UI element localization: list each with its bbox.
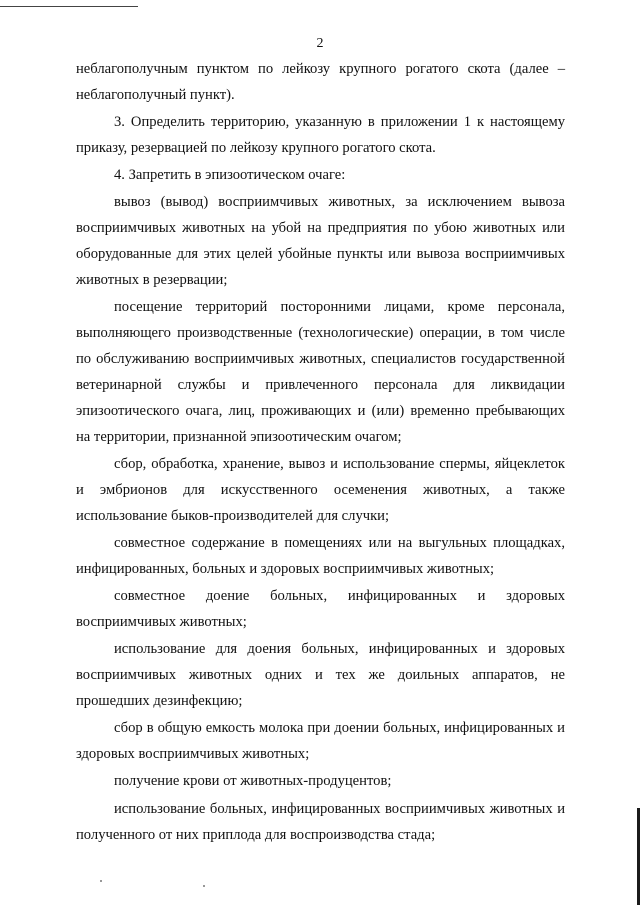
paragraph: вывоз (вывод) восприимчивых животных, за исключением вывоза восприимчивых животных на убой на предприятия по убою животных или оборудованные для этих целей убойные пункты или вывоза восприимчивых животных в резервации; [76, 194, 565, 289]
paragraph: 4. Запретить в эпизоотическом очаге: [114, 167, 346, 184]
paragraph: использование больных, инфицированных восприимчивых животных и полученного от них приплода для воспроизводства стада; [76, 800, 565, 843]
paragraph: сбор, обработка, хранение, вывоз и использование спермы, яйцеклеток и эмбрионов для искусственного осеменения животных, а также использование быков-производителей для случки; [76, 456, 565, 524]
scan-speck [203, 885, 205, 887]
paragraph: использование для доения больных, инфицированных и здоровых восприимчивых животных одних и тех же доильных аппаратов, не прошедших дезинфекцию; [76, 641, 565, 710]
paragraph: совместное содержание в помещениях или на выгульных площадках, инфицированных, больных и здоровых восприимчивых животных; [76, 535, 565, 577]
page-number: 2 [316, 36, 324, 51]
paragraph: посещение территорий посторонними лицами, кроме персонала, выполняющего производственные (технологические) операции, в том числе по обслуживанию восприимчивых животных, специалистов государственной ветеринарной службы и привлеченного персонала для ликвидации эпизоотического очага, лиц, проживающих и (или) временно пребывающих на территории, признанной эпизоотическим очагом; [76, 299, 565, 445]
top-scan-line [0, 6, 138, 7]
paragraph: получение крови от животных-продуцентов; [114, 773, 392, 790]
paragraph: сбор в общую емкость молока при доении больных, инфицированных и здоровых восприимчивых животных; [76, 720, 565, 763]
paragraph: совместное доение больных, инфицированных и здоровых восприимчивых животных; [76, 588, 565, 631]
paragraph: 3. Определить территорию, указанную в приложении 1 к настоящему приказу, резервацией по лейкозу крупного рогатого скота. [76, 114, 565, 157]
scan-speck [100, 880, 102, 882]
document-body [76, 57, 565, 850]
paragraph: неблагополучным пунктом по лейкозу крупного рогатого скота (далее – неблагополучный пункт). [76, 61, 565, 103]
